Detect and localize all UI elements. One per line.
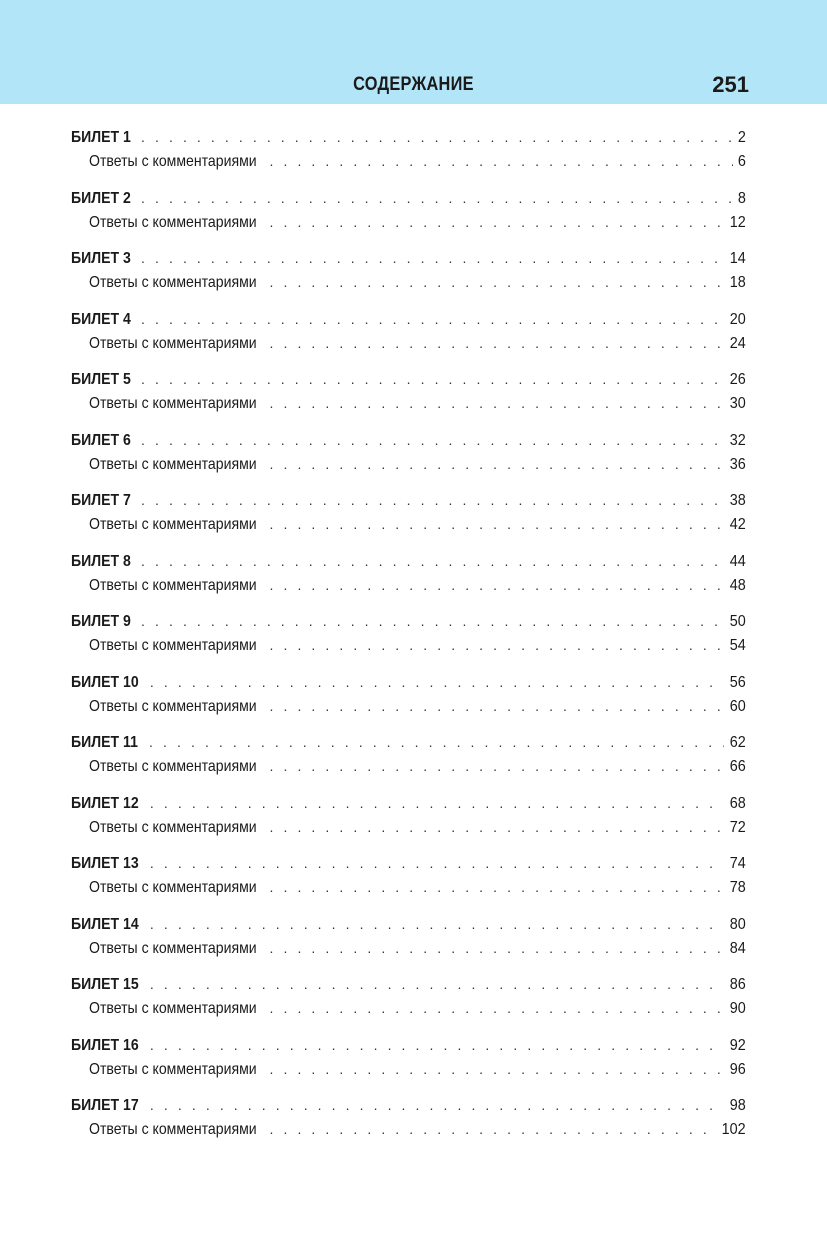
answers-title: Ответы с комментариями bbox=[89, 395, 257, 412]
dot-leader bbox=[150, 912, 724, 936]
toc-answers-entry[interactable] bbox=[71, 875, 746, 899]
answers-page-number: 60 bbox=[729, 697, 746, 715]
toc-ticket-entry[interactable] bbox=[71, 730, 746, 754]
toc-answers-entry[interactable] bbox=[71, 210, 746, 234]
toc-entry-group bbox=[71, 246, 746, 307]
toc-entry-group bbox=[71, 670, 746, 731]
toc-ticket-entry[interactable] bbox=[71, 367, 746, 391]
answers-page-number: 18 bbox=[729, 274, 746, 291]
dot-leader bbox=[149, 730, 724, 754]
ticket-page-number: 32 bbox=[729, 431, 746, 449]
dot-leader bbox=[269, 512, 724, 536]
ticket-title: БИЛЕТ 10 bbox=[71, 673, 139, 691]
ticket-title: БИЛЕТ 16 bbox=[71, 1036, 139, 1054]
toc-answers-entry[interactable] bbox=[71, 996, 746, 1020]
answers-page-number: 48 bbox=[729, 576, 746, 594]
ticket-page-number: 68 bbox=[729, 794, 746, 812]
dot-leader bbox=[141, 549, 724, 573]
toc-entry-group bbox=[71, 791, 746, 852]
answers-title: Ответы с комментариями bbox=[89, 153, 257, 170]
answers-title: Ответы с комментариями bbox=[89, 576, 257, 594]
toc-entry-group bbox=[71, 972, 746, 1033]
answers-page-number: 84 bbox=[729, 939, 746, 957]
ticket-page-number: 8 bbox=[737, 189, 746, 207]
dot-leader bbox=[269, 633, 724, 657]
dot-leader bbox=[141, 307, 724, 331]
toc-ticket-entry[interactable] bbox=[71, 307, 746, 331]
ticket-page-number: 86 bbox=[729, 976, 746, 993]
answers-page-number: 42 bbox=[729, 516, 746, 533]
dot-leader bbox=[269, 391, 724, 415]
table-of-contents bbox=[71, 125, 746, 1154]
answers-title: Ответы с комментариями bbox=[89, 637, 257, 654]
toc-entry-group bbox=[71, 1093, 746, 1154]
toc-entry-group bbox=[71, 367, 746, 428]
dot-leader bbox=[141, 488, 724, 512]
ticket-title: БИЛЕТ 11 bbox=[71, 734, 138, 751]
ticket-title: БИЛЕТ 14 bbox=[71, 915, 139, 933]
ticket-page-number: 44 bbox=[729, 552, 746, 570]
toc-answers-entry[interactable] bbox=[71, 633, 746, 657]
ticket-page-number: 14 bbox=[729, 250, 746, 267]
toc-answers-entry[interactable] bbox=[71, 754, 746, 778]
toc-entry-group bbox=[71, 730, 746, 791]
ticket-page-number: 2 bbox=[737, 129, 746, 146]
toc-ticket-entry[interactable] bbox=[71, 186, 746, 210]
toc-entry-group bbox=[71, 488, 746, 549]
ticket-title: БИЛЕТ 12 bbox=[71, 794, 139, 812]
answers-title: Ответы с комментариями bbox=[89, 213, 257, 231]
dot-leader bbox=[269, 210, 724, 234]
toc-entry-group bbox=[71, 1033, 746, 1094]
dot-leader bbox=[269, 331, 724, 355]
toc-answers-entry[interactable] bbox=[71, 694, 746, 718]
toc-ticket-entry[interactable] bbox=[71, 609, 746, 633]
toc-ticket-entry[interactable] bbox=[71, 549, 746, 573]
dot-leader bbox=[150, 1093, 724, 1117]
ticket-page-number: 56 bbox=[729, 673, 746, 691]
page-title: СОДЕРЖАНИЕ bbox=[353, 74, 474, 95]
toc-answers-entry[interactable] bbox=[71, 331, 746, 355]
dot-leader bbox=[141, 246, 724, 270]
dot-leader bbox=[141, 428, 724, 452]
dot-leader bbox=[269, 996, 724, 1020]
toc-answers-entry[interactable] bbox=[71, 1117, 746, 1141]
toc-answers-entry[interactable] bbox=[71, 573, 746, 597]
answers-page-number: 78 bbox=[729, 879, 746, 896]
dot-leader bbox=[269, 149, 733, 173]
ticket-title: БИЛЕТ 6 bbox=[71, 431, 131, 449]
dot-leader bbox=[150, 670, 724, 694]
dot-leader bbox=[269, 1057, 724, 1081]
toc-answers-entry[interactable] bbox=[71, 936, 746, 960]
ticket-title: БИЛЕТ 2 bbox=[71, 189, 131, 207]
ticket-title: БИЛЕТ 9 bbox=[71, 613, 131, 630]
toc-entry-group bbox=[71, 912, 746, 973]
answers-page-number: 66 bbox=[729, 758, 746, 775]
toc-answers-entry[interactable] bbox=[71, 149, 746, 173]
toc-ticket-entry[interactable] bbox=[71, 1033, 746, 1057]
dot-leader bbox=[150, 1033, 724, 1057]
dot-leader bbox=[269, 573, 724, 597]
ticket-page-number: 38 bbox=[729, 492, 746, 509]
dot-leader bbox=[269, 452, 724, 476]
toc-answers-entry[interactable] bbox=[71, 452, 746, 476]
answers-title: Ответы с комментариями bbox=[89, 334, 257, 352]
dot-leader bbox=[141, 609, 724, 633]
answers-page-number: 90 bbox=[729, 1000, 746, 1017]
toc-answers-entry[interactable] bbox=[71, 391, 746, 415]
ticket-title: БИЛЕТ 4 bbox=[71, 310, 131, 328]
answers-page-number: 12 bbox=[729, 213, 746, 231]
answers-title: Ответы с комментариями bbox=[89, 697, 257, 715]
dot-leader bbox=[141, 186, 733, 210]
toc-entry-group bbox=[71, 549, 746, 610]
answers-title: Ответы с комментариями bbox=[89, 939, 257, 957]
dot-leader bbox=[150, 972, 724, 996]
answers-page-number: 54 bbox=[729, 637, 746, 654]
answers-page-number: 30 bbox=[729, 395, 746, 412]
toc-entry-group bbox=[71, 428, 746, 489]
dot-leader bbox=[269, 1117, 715, 1141]
dot-leader bbox=[150, 791, 724, 815]
dot-leader bbox=[269, 694, 724, 718]
answers-title: Ответы с комментариями bbox=[89, 879, 257, 896]
dot-leader bbox=[269, 875, 724, 899]
answers-title: Ответы с комментариями bbox=[89, 818, 257, 836]
answers-page-number: 72 bbox=[729, 818, 746, 836]
ticket-page-number: 62 bbox=[729, 734, 746, 751]
answers-title: Ответы с комментариями bbox=[89, 1121, 257, 1138]
toc-entry-group bbox=[71, 307, 746, 368]
toc-answers-entry[interactable] bbox=[71, 815, 746, 839]
toc-entry-group bbox=[71, 609, 746, 670]
toc-ticket-entry[interactable] bbox=[71, 851, 746, 875]
ticket-title: БИЛЕТ 1 bbox=[71, 129, 131, 146]
dot-leader bbox=[269, 270, 724, 294]
ticket-title: БИЛЕТ 5 bbox=[71, 371, 131, 388]
ticket-title: БИЛЕТ 3 bbox=[71, 250, 131, 267]
answers-title: Ответы с комментариями bbox=[89, 455, 257, 473]
answers-page-number: 24 bbox=[729, 334, 746, 352]
answers-page-number: 6 bbox=[737, 153, 746, 170]
toc-ticket-entry[interactable] bbox=[71, 912, 746, 936]
toc-ticket-entry[interactable] bbox=[71, 246, 746, 270]
dot-leader bbox=[150, 851, 724, 875]
answers-page-number: 36 bbox=[729, 455, 746, 473]
answers-title: Ответы с комментариями bbox=[89, 1060, 257, 1078]
ticket-title: БИЛЕТ 13 bbox=[71, 855, 139, 872]
answers-title: Ответы с комментариями bbox=[89, 758, 257, 775]
page-number: 251 bbox=[712, 72, 749, 97]
answers-title: Ответы с комментариями bbox=[89, 274, 257, 291]
dot-leader bbox=[269, 815, 724, 839]
toc-ticket-entry[interactable] bbox=[71, 125, 746, 149]
toc-ticket-entry[interactable] bbox=[71, 428, 746, 452]
ticket-page-number: 92 bbox=[729, 1036, 746, 1054]
answers-page-number: 102 bbox=[721, 1121, 746, 1138]
dot-leader bbox=[269, 936, 724, 960]
ticket-page-number: 74 bbox=[729, 855, 746, 872]
ticket-page-number: 20 bbox=[729, 310, 746, 328]
toc-ticket-entry[interactable] bbox=[71, 791, 746, 815]
toc-answers-entry[interactable] bbox=[71, 270, 746, 294]
dot-leader bbox=[141, 367, 724, 391]
toc-answers-entry[interactable] bbox=[71, 512, 746, 536]
toc-ticket-entry[interactable] bbox=[71, 1093, 746, 1117]
ticket-page-number: 50 bbox=[729, 613, 746, 630]
toc-ticket-entry[interactable] bbox=[71, 670, 746, 694]
ticket-page-number: 98 bbox=[729, 1097, 746, 1114]
ticket-page-number: 26 bbox=[729, 371, 746, 388]
toc-entry-group bbox=[71, 125, 746, 186]
answers-page-number: 96 bbox=[729, 1060, 746, 1078]
dot-leader bbox=[141, 125, 733, 149]
ticket-page-number: 80 bbox=[729, 915, 746, 933]
dot-leader bbox=[269, 754, 724, 778]
toc-ticket-entry[interactable] bbox=[71, 972, 746, 996]
toc-entry-group bbox=[71, 186, 746, 247]
ticket-title: БИЛЕТ 8 bbox=[71, 552, 131, 570]
ticket-title: БИЛЕТ 15 bbox=[71, 976, 139, 993]
ticket-title: БИЛЕТ 7 bbox=[71, 492, 131, 509]
answers-title: Ответы с комментариями bbox=[89, 516, 257, 533]
ticket-title: БИЛЕТ 17 bbox=[71, 1097, 139, 1114]
toc-answers-entry[interactable] bbox=[71, 1057, 746, 1081]
answers-title: Ответы с комментариями bbox=[89, 1000, 257, 1017]
toc-ticket-entry[interactable] bbox=[71, 488, 746, 512]
toc-entry-group bbox=[71, 851, 746, 912]
